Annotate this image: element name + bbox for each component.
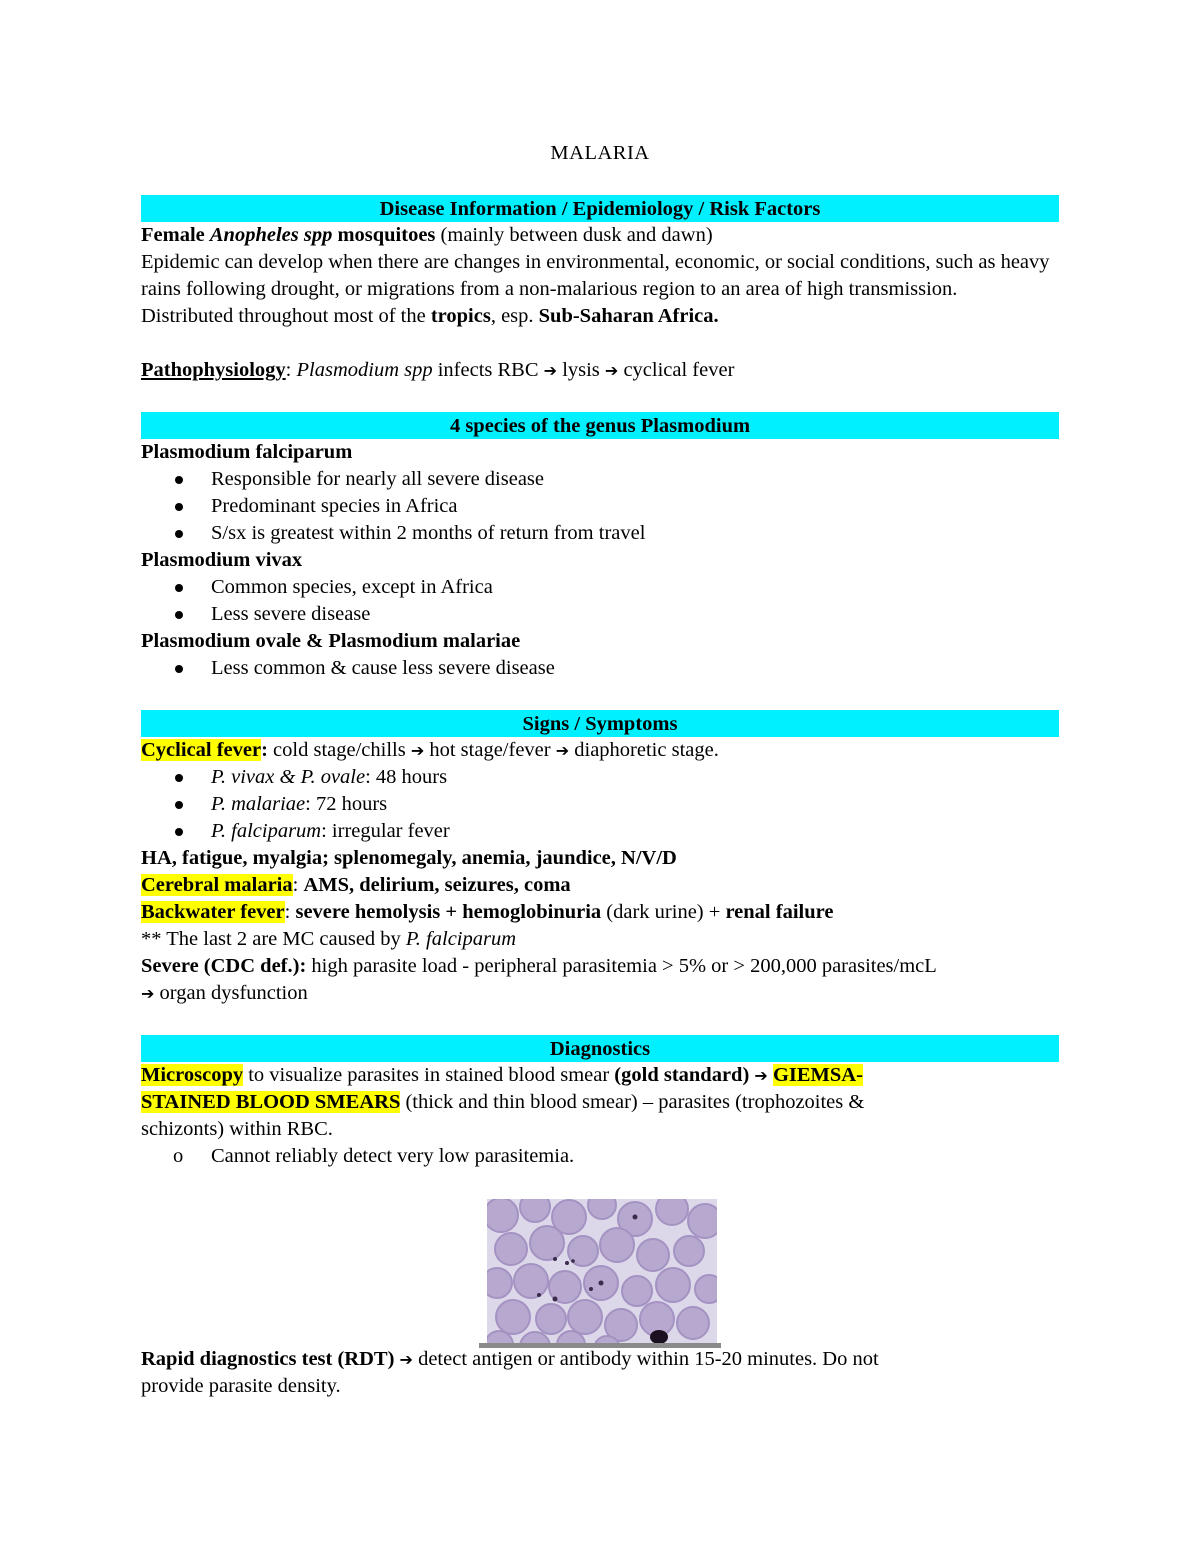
arrow-icon: ➔ <box>555 741 570 760</box>
section-header-signs-symptoms: Signs / Symptoms <box>141 710 1059 737</box>
bullet-icon <box>175 530 183 538</box>
distribution-line: Distributed throughout most of the tropics, esp. Sub-Saharan Africa. <box>141 305 719 327</box>
vector-line: Female Anopheles spp mosquitoes (mainly between dusk and dawn) <box>141 224 713 246</box>
arrow-icon: ➔ <box>604 361 619 380</box>
severe-definition-line: Severe (CDC def.): high parasite load - peripheral parasitemia > 5% or > 200,000 parasites/mcL <box>141 955 937 977</box>
list-item: o Cannot reliably detect very low parasitemia. <box>141 1143 1059 1170</box>
arrow-icon: ➔ <box>141 984 155 1003</box>
falciparum-list <box>141 466 1059 547</box>
arrow-icon: ➔ <box>754 1066 768 1085</box>
list-item: P. falciparum: irregular fever <box>141 818 1059 845</box>
page-title: MALARIA <box>550 142 650 164</box>
microscopy-sublist <box>141 1143 1059 1170</box>
ovale-list <box>141 655 1059 682</box>
bullet-icon <box>175 503 183 511</box>
rdt-block <box>141 1346 1059 1400</box>
list-item: S/sx is greatest within 2 months of return from travel <box>141 520 1059 547</box>
species-vivax: Plasmodium vivax <box>141 549 303 571</box>
list-item: Predominant species in Africa <box>141 493 1059 520</box>
vivax-list <box>141 574 1059 628</box>
list-item: Common species, except in Africa <box>141 574 1059 601</box>
general-symptoms-line: HA, fatigue, myalgia; splenomegaly, anemia, jaundice, N/V/D <box>141 847 677 869</box>
backwater-fever-line: Backwater fever: severe hemolysis + hemoglobinuria (dark urine) + renal failure <box>141 901 834 923</box>
list-item: Less common & cause less severe disease <box>141 655 1059 682</box>
arrow-icon: ➔ <box>543 361 558 380</box>
hollow-bullet-icon: o <box>173 1145 184 1167</box>
bullet-icon <box>175 774 183 782</box>
bullet-icon <box>175 584 183 592</box>
species-falciparum: Plasmodium falciparum <box>141 441 353 463</box>
giemsa-line: STAINED BLOOD SMEARS (thick and thin blood smear) – parasites (trophozoites & <box>141 1091 865 1113</box>
bullet-icon <box>175 801 183 809</box>
arrow-icon: ➔ <box>399 1350 413 1369</box>
bullet-icon <box>175 665 183 673</box>
schizonts-line: schizonts) within RBC. <box>141 1118 333 1140</box>
fever-cycle-list <box>141 764 1059 845</box>
list-item: Less severe disease <box>141 601 1059 628</box>
list-item: P. vivax & P. ovale: 48 hours <box>141 764 1059 791</box>
organ-dysfunction-line: ➔ organ dysfunction <box>141 982 308 1004</box>
list-item: P. malariae: 72 hours <box>141 791 1059 818</box>
bullet-icon <box>175 611 183 619</box>
section-header-disease-info: Disease Information / Epidemiology / Risk Factors <box>141 195 1059 222</box>
epidemic-paragraph: Epidemic can develop when there are changes in environmental, economic, or social conditions, such as heavy rains following drought, or migrations from a non-malarious region to an area of high transmission. <box>141 251 1050 300</box>
pathophysiology-line: Pathophysiology: Plasmodium spp infects RBC ➔ lysis ➔ cyclical fever <box>141 359 735 381</box>
bullet-icon <box>175 828 183 836</box>
arrow-icon: ➔ <box>410 741 425 760</box>
species-ovale-malariae: Plasmodium ovale & Plasmodium malariae <box>141 630 521 652</box>
blood-smear-graphic <box>487 1199 717 1347</box>
bullet-icon <box>175 476 183 484</box>
microscopy-line: Microscopy to visualize parasites in stained blood smear (gold standard) ➔ GIEMSA- <box>141 1064 863 1086</box>
section-header-species: 4 species of the genus Plasmodium <box>141 412 1059 439</box>
rdt-line: Rapid diagnostics test (RDT) ➔ detect antigen or antibody within 15-20 minutes. Do not <box>141 1348 879 1370</box>
list-item: Responsible for nearly all severe disease <box>141 466 1059 493</box>
cerebral-malaria-line: Cerebral malaria: AMS, delirium, seizures, coma <box>141 874 571 896</box>
rdt-line-2: provide parasite density. <box>141 1375 341 1397</box>
document-page <box>141 140 1059 1170</box>
note-line: ** The last 2 are MC caused by P. falciparum <box>141 928 517 950</box>
cyclical-fever-line: Cyclical fever: cold stage/chills ➔ hot stage/fever ➔ diaphoretic stage. <box>141 739 719 761</box>
section-header-diagnostics: Diagnostics <box>141 1035 1059 1062</box>
blood-smear-image <box>487 1199 717 1347</box>
